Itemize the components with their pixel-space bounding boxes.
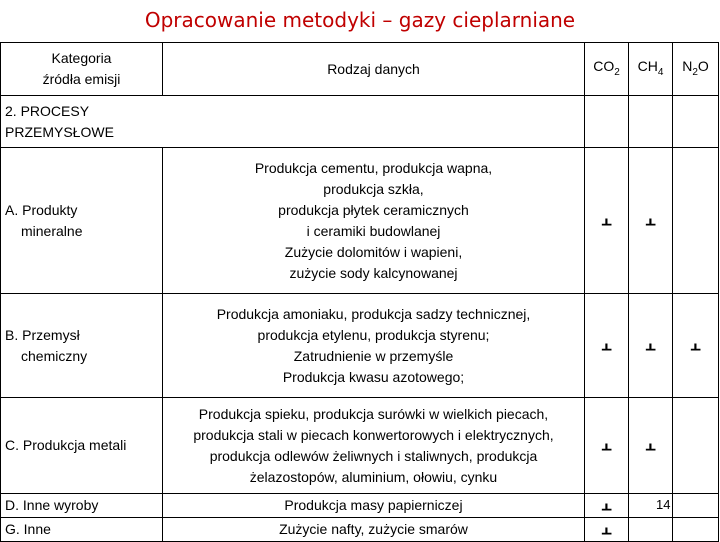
row-a-n2o [673,148,719,294]
row-c-category [1,398,163,494]
row-a-desc-line: produkcja płytek ceramicznych [278,201,469,218]
row-g-category [1,518,163,542]
row-b-n2o [673,294,719,398]
row-d-co2 [585,494,629,518]
row-c-ch4 [629,398,673,494]
row-b-desc-line: Produkcja kwasu azotowego; [282,368,465,385]
emissions-table [0,42,719,542]
table-row [1,294,719,398]
row-a-cat-line2: mineralne [21,222,83,239]
header-row [1,43,719,96]
row-g-co2 [585,518,629,542]
row-a-co2 [585,148,629,294]
row-b-desc-line: Zatrudnienie w przemyśle [293,347,454,364]
row-a-desc-line: produkcja szkła, [323,180,424,197]
row-b-category [1,294,163,398]
row-d-description [163,494,585,518]
section-row [1,96,719,148]
header-n2o-tail: O [697,57,709,74]
row-a-cat-line1: A. Produkty [5,201,78,218]
page-title: Opracowanie metodyki – gazy cieplarniane [144,8,576,32]
row-a-category [1,148,163,294]
header-co2-sub: 2 [614,66,620,78]
table-row [1,518,719,542]
flag-icon: ⫠ [601,519,612,539]
row-a-desc-line: i ceramiki budowlanej [306,222,441,239]
row-c-co2 [585,398,629,494]
row-b-cat-line1: B. Przemysł [5,326,80,343]
row-d-n2o [673,494,719,518]
row-c-description [163,398,585,494]
row-c-desc-line: produkcja stali w piecach konwertorowych i elektrycznych, [193,426,554,443]
row-a-desc-line: zużycie sody kalcynowanej [289,264,458,281]
section-cell [1,96,585,148]
header-category-line2: źródła emisji [42,71,121,87]
section-line1: 2. PROCESY [5,102,90,119]
row-c-desc-line: produkcja odlewów żeliwnych i staliwnych, produkcja [209,447,538,464]
row-c-cat-line1: C. Produkcja metali [5,437,127,453]
flag-icon: ⫠ [645,210,656,230]
header-data-type-label: Rodzaj danych [327,60,420,77]
header-category [1,43,163,96]
header-co2 [585,43,629,96]
page-number: 14 [656,497,671,512]
row-b-description [163,294,585,398]
row-b-ch4 [629,294,673,398]
table-row [1,148,719,294]
row-d-category [1,494,163,518]
section-line2: PRZEMYSŁOWE [5,123,114,140]
row-c-desc-line: żelazostopów, aluminium, ołowiu, cynku [249,468,498,485]
row-d-desc-line: Produkcja masy papierniczej [284,497,463,513]
row-b-desc-line: produkcja etylenu, produkcja styrenu; [257,326,490,343]
row-g-cat-line1: G. Inne [5,521,51,537]
section-ch4-cell [629,96,673,148]
row-a-ch4 [629,148,673,294]
row-c-n2o [673,398,719,494]
row-a-desc-line: Produkcja cementu, produkcja wapna, [254,159,493,176]
flag-icon: ⫠ [690,335,701,355]
row-b-co2 [585,294,629,398]
flag-icon: ⫠ [601,435,612,455]
row-a-description [163,148,585,294]
header-n2o-sub: 2 [692,66,698,78]
header-ch4 [629,43,673,96]
header-category-line1: Kategoria [51,50,112,66]
header-ch4-sub: 4 [657,66,664,78]
flag-icon: ⫠ [601,495,612,515]
row-g-desc-line: Zużycie nafty, zużycie smarów [279,521,468,537]
section-co2-cell [585,96,629,148]
flag-icon: ⫠ [601,210,612,230]
flag-icon: ⫠ [601,335,612,355]
flag-icon: ⫠ [645,435,656,455]
header-co2-label: CO [593,57,615,74]
section-n2o-cell [673,96,719,148]
row-b-cat-line2: chemiczny [21,347,88,364]
header-n2o-label: N [682,57,693,74]
row-a-desc-line: Zużycie dolomitów i wapieni, [284,243,463,260]
row-g-n2o [673,518,719,542]
header-ch4-label: CH [637,57,658,74]
flag-icon: ⫠ [645,335,656,355]
row-c-desc-line: Produkcja spieku, produkcja surówki w wielkich piecach, [198,405,549,422]
header-n2o [673,43,719,96]
row-g-description [163,518,585,542]
row-d-cat-line1: D. Inne wyroby [5,497,99,513]
table-row [1,398,719,494]
row-g-ch4 [629,518,673,542]
table-row [1,494,719,518]
row-b-desc-line: Produkcja amoniaku, produkcja sadzy technicznej, [216,305,531,322]
header-data-type [163,43,585,96]
